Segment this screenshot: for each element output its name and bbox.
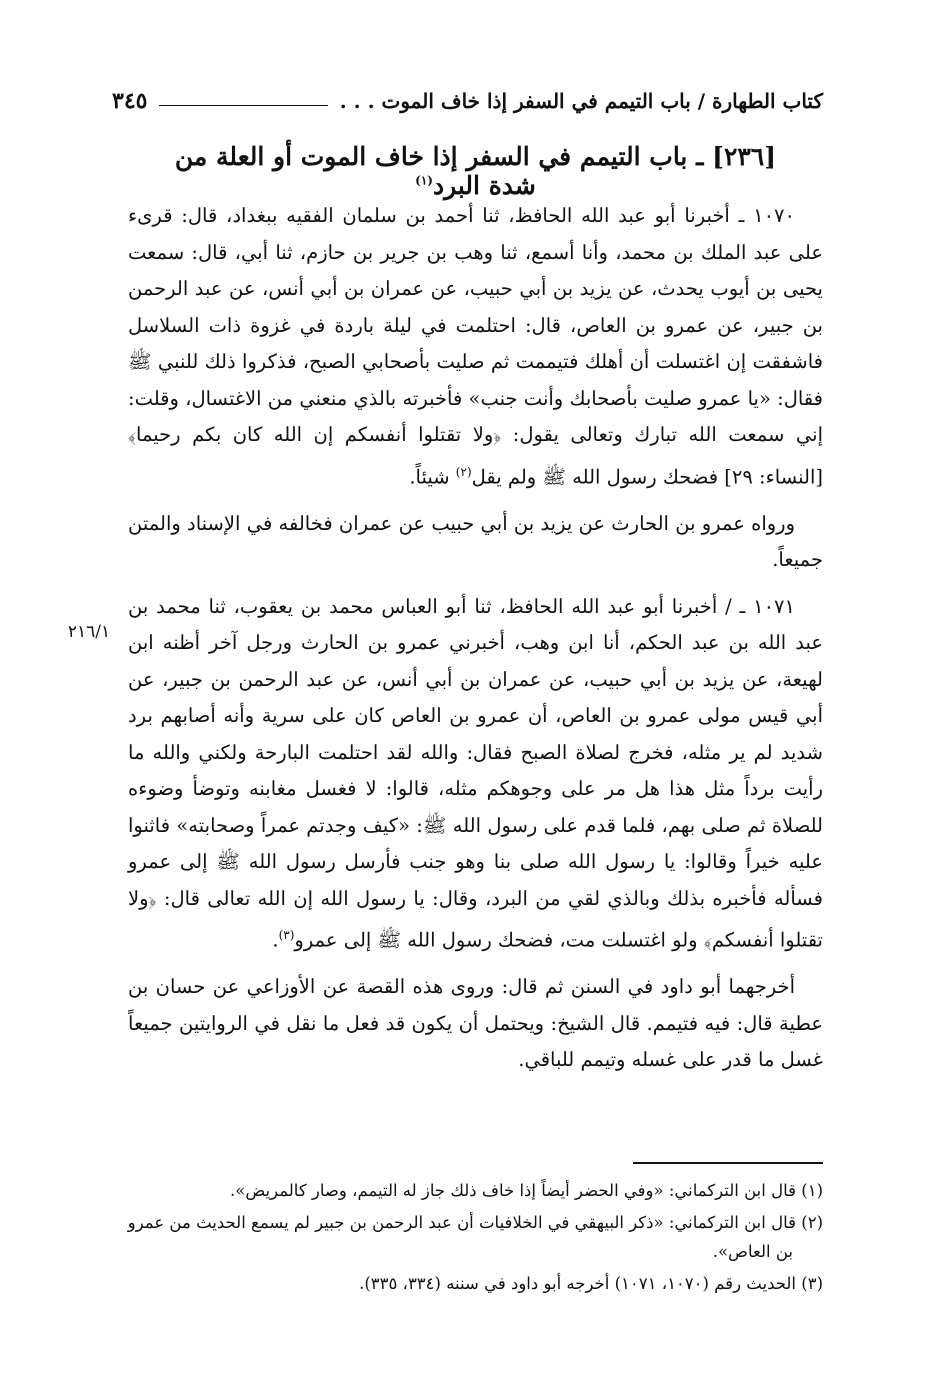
main-text bbox=[128, 198, 823, 1089]
hadith-1070-end: شيئاً. bbox=[409, 465, 456, 488]
footnote-separator bbox=[633, 1162, 823, 1164]
running-header bbox=[112, 84, 823, 118]
hadith-1071 bbox=[128, 589, 823, 960]
footnote-ref-2: (٢) bbox=[455, 464, 472, 479]
footnotes bbox=[120, 1176, 823, 1301]
footnote-2: (٢) قال ابن التركماني: «ذكر البيهقي في الخلافيات أن عبد الرحمن بن جبير لم يسمع الحديث من عمرو بن العاص». bbox=[127, 1213, 823, 1261]
commentary-paragraph-2: أخرجهما أبو داود في السنن ثم قال: وروى هذه القصة عن الأوزاعي عن حسان بن عطية قال: فيه فتيمم. قال الشيخ: ويحتمل أن يكون قد فعل ما نقل في الروايتين جميعاً غسل ما قدر على غسله وتيمم للباقي. bbox=[128, 975, 823, 1071]
hadith-1070-text: ١٠٧٠ ـ أخبرنا أبو عبد الله الحافظ، ثنا أحمد بن سلمان الفقيه ببغداد، قال: قرىء على عبد الملك بن محمد، وأنا أسمع، ثنا وهب بن جرير بن حازم، ثنا أبي، قال: سمعت يحيى بن أيوب يحدث، عن يزيد بن أبي حبيب، عن عمران بن أبي أنس، عن عبد الرحمن بن جبير، عن عمرو بن العاص، قال: احتلمت في ليلة باردة في غزوة ذات السلاسل فاشفقت إن اغتسلت أن أهلك فتيممت ثم صليت بأصحابي الصبح، فذكروا ذلك للنبي ﷺ فقال: «يا عمرو صليت بأصحابك وأنت جنب» فأخبرته بالذي منعني من الاغتسال، وقلت: إني سمعت الله تبارك وتعالى يقول: ﴿ولا تقتلوا أنفسكم إن الله كان بكم رحيما﴾ [النساء: ٢٩] فضحك رسول الله ﷺ ولم يقل bbox=[128, 204, 823, 488]
page-number: ٣٤٥ bbox=[112, 88, 148, 114]
header-rule bbox=[159, 105, 327, 106]
footnote-3: (٣) الحديث رقم (١٠٧٠، ١٠٧١) أخرجه أبو داود في سننه (٣٣٤، ٣٣٥). bbox=[359, 1274, 823, 1293]
chapter-title-text: [٢٣٦] ـ باب التيمم في السفر إذا خاف الموت أو العلة من شدة البرد bbox=[174, 142, 777, 200]
hadith-1070 bbox=[128, 198, 823, 496]
hadith-1071-end: . bbox=[272, 928, 279, 952]
footnote-ref-1: (١) bbox=[415, 173, 433, 188]
running-title: كتاب الطهارة / باب التيمم في السفر إذا خاف الموت . . . bbox=[339, 89, 823, 113]
commentary-paragraph-1: ورواه عمرو بن الحارث عن يزيد بن أبي حبيب عن عمران فخالفه في الإسناد والمتن جميعاً. bbox=[128, 511, 823, 571]
footnote-1: (١) قال ابن التركماني: «وفي الحضر أيضاً إذا خاف ذلك جاز له التيمم، وصار كالمريض». bbox=[229, 1181, 823, 1200]
chapter-title bbox=[150, 142, 801, 200]
footnote-ref-3: (٣) bbox=[278, 928, 295, 942]
margin-volume-page-note: ٢١٦/١ bbox=[67, 622, 111, 642]
hadith-1071-text: ١٠٧١ ـ / أخبرنا أبو عبد الله الحافظ، ثنا أبو العباس محمد بن يعقوب، ثنا محمد بن عبد الله بن عبد الحكم، أنا ابن وهب، أخبرني عمرو بن الحارث ورجل آخر أظنه ابن لهيعة، عن يزيد بن أبي حبيب، عن عمران بن أبي أنس، عن عبد الرحمن بن جبير، عن أبي قيس مولى عمرو بن العاص، أن عمرو بن العاص كان على سرية وأنه أصابهم برد شديد لم ير مثله، فخرج لصلاة الصبح فقال: والله لقد احتلمت البارحة ولكني والله ما رأيت برداً مثل هذا هل مر على وجوهكم مثله، قالوا: لا فغسل مغابنه وتوضأ وضوءه للصلاة ثم صلى بهم، فلما قدم على رسول الله ﷺ: «كيف وجدتم عمراً وصحابته» فاثنوا عليه خيراً وقالوا: يا رسول الله صلى بنا وهو جنب فأرسل رسول الله ﷺ إلى عمرو فسأله فأخبره بذلك وبالذي لقي من البرد، وقال: يا رسول الله إن الله تعالى قال: ﴿ولا تقتلوا أنفسكم﴾ ولو اغتسلت مت، فضحك رسول الله ﷺ إلى عمرو bbox=[128, 594, 823, 952]
